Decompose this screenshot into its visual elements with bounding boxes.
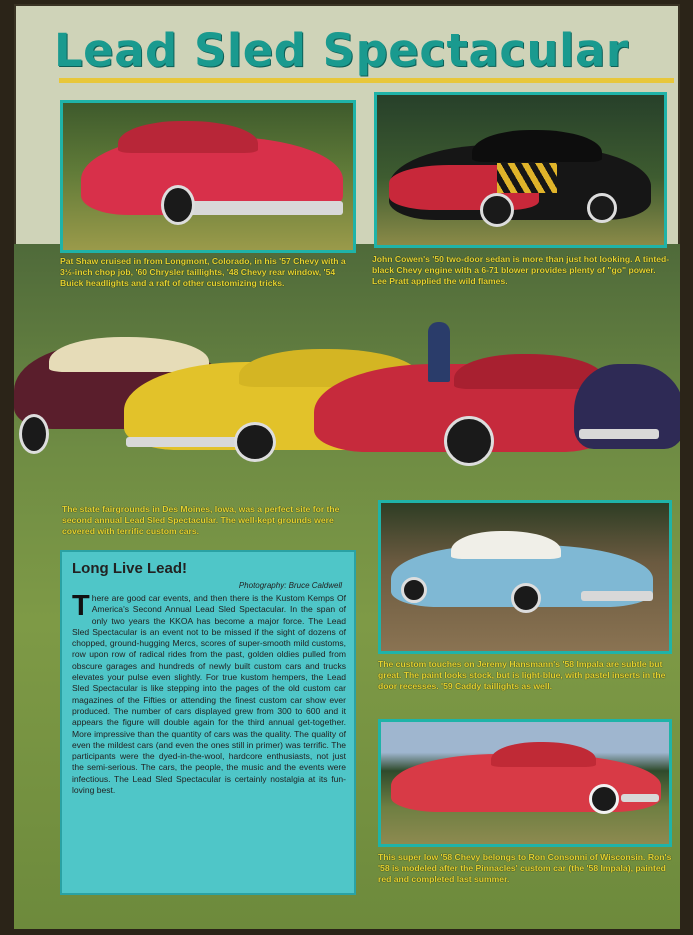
article-box <box>60 550 356 895</box>
photo-red-low-chevy <box>378 719 672 847</box>
page-title: Lead Sled Spectacular <box>54 24 629 77</box>
article-body <box>72 590 346 796</box>
article-dropcap: T <box>72 590 90 622</box>
caption-top-right: John Cowen's '50 two-door sedan is more than just hot looking. A tinted-black Chevy engine with a 6-71 blower provides plenty of "go" power. Lee Pratt applied the wild flames. <box>372 254 670 286</box>
caption-top-left: Pat Shaw cruised in from Longmont, Colorado, in his '57 Chevy with a 3½-inch chop job, '60 Chrysler taillights, '48 Chevy rear window, '54 Buick headlights and a raft of other customizing tricks. <box>60 256 346 288</box>
photo-black-sedan <box>374 92 667 248</box>
photo-red-chevy <box>60 100 356 253</box>
caption-fairgrounds: The state fairgrounds in Des Moines, Iowa, was a perfect site for the second annual Lead Sled Spectacular. The well-kept grounds were covered with terrific custom cars. <box>62 504 340 536</box>
magazine-page <box>14 4 680 929</box>
photo-credit: Photography: Bruce Caldwell <box>238 581 342 590</box>
title-rule <box>59 78 674 83</box>
article-heading: Long Live Lead! <box>72 560 188 577</box>
caption-red-low-chevy: This super low '58 Chevy belongs to Ron Consonni of Wisconsin. Ron's '58 is modeled after the Pinnacles' custom car (the '58 Impala), painted red and completed last summer. <box>378 852 672 884</box>
caption-blue-impala: The custom touches on Jeremy Hansmann's '58 Impala are subtle but great. The paint looks stock, but is light-blue, with pastel inserts in the door recesses. '59 Caddy taillights as well. <box>378 659 666 691</box>
background-person <box>428 322 450 382</box>
article-text: here are good car events, and then there is the Kustom Kemps Of America's Second Annual Lead Sled Spectacular. In the span of only two years the KKOA has become a major force. The Lead Sled Spectacular is an event not to be missed if the sight of dozens of chopped, ground-hugging Mercs, scores of super-smooth mild customs, row upon row of radical rides from the past, golden oldies pulled from obscure garages and hundreds of newly built custom cars and trucks elevates your pulse even slightly. For true kustom hempers, the Lead Sled Spectacular is like stepping into the pages of the old custom car magazines of the Fifties or attending the finest custom car show ever produced. The number of cars displayed grew from 300 to 600 and it appears the figure will double again for the third annual get-together. More impressive than the quantity of cars was the quality. The quality of even the mildest cars (and even the ones still in primer) was terrific. The participants were the dyed-in-the-wool, hardcore enthusiasts, not just the semi-serious. The cars, the people, the music and the events were infectious. The Lead Sled Spectacular is certainly nostalgia at its fun-loving best. <box>72 593 346 796</box>
photo-blue-impala <box>378 500 672 654</box>
